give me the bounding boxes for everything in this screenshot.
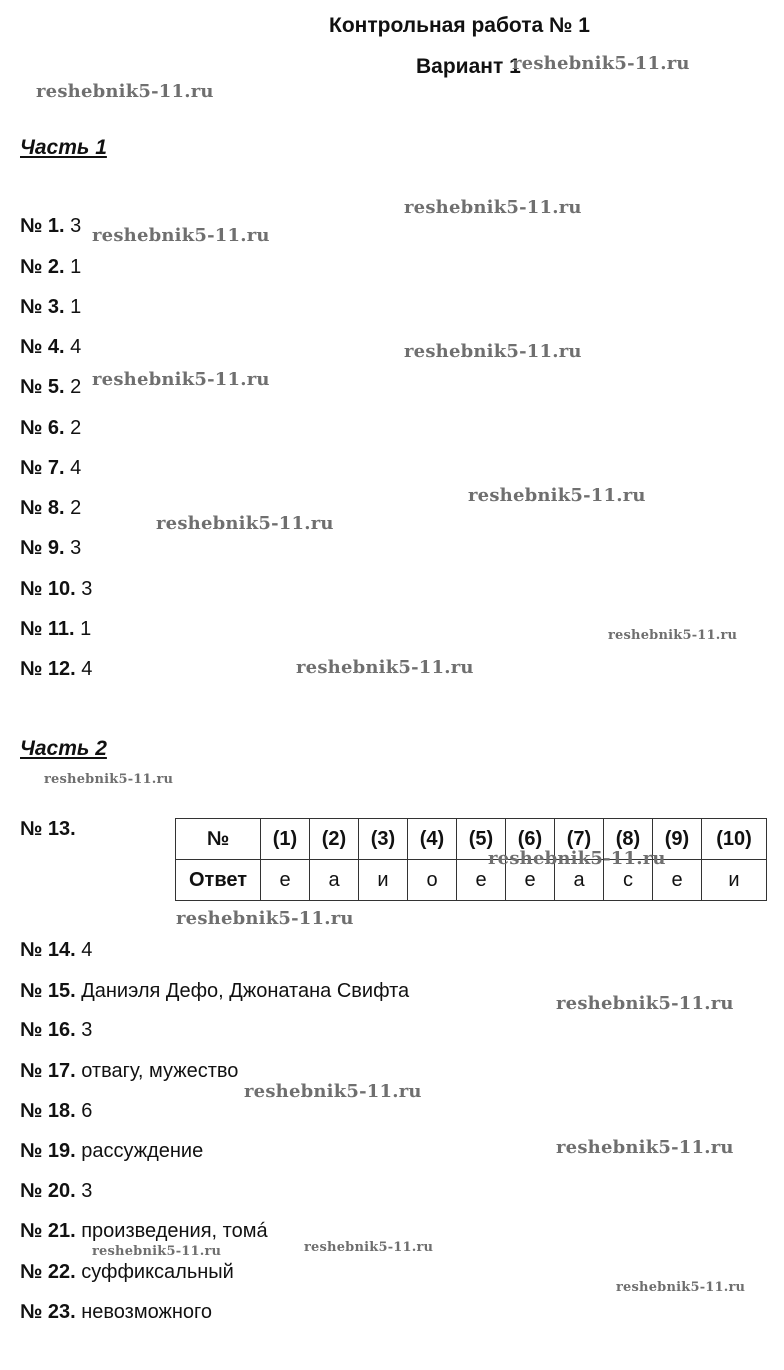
answer-row: № 16. 3: [20, 1019, 93, 1041]
table-header-cell: (8): [604, 819, 653, 860]
watermark: reshebnik5-11.ru: [44, 772, 174, 787]
table-header-cell: (3): [359, 819, 408, 860]
answer-row: № 9. 3: [20, 537, 82, 559]
table-cell: е: [653, 860, 702, 901]
watermark: reshebnik5-11.ru: [296, 657, 474, 678]
table-cell: е: [506, 860, 555, 901]
answer-row: № 22. суффиксальный: [20, 1261, 234, 1283]
watermark: reshebnik5-11.ru: [488, 848, 666, 869]
table-header-row: [176, 819, 767, 860]
answer-row: № 8. 2: [20, 497, 82, 519]
answer-row: № 11. 1: [20, 618, 92, 640]
table-cell: и: [702, 860, 767, 901]
table-header-cell: (1): [261, 819, 310, 860]
answer-row: № 21. произведения, томá: [20, 1220, 268, 1242]
answer-row: № 19. рассуждение: [20, 1140, 204, 1162]
table-cell: е: [457, 860, 506, 901]
table-header-cell: (5): [457, 819, 506, 860]
answer-row: № 14. 4: [20, 939, 93, 961]
answer-row: № 4. 4: [20, 336, 82, 358]
variant-title: Вариант 1: [416, 55, 521, 78]
answer-row: № 18. 6: [20, 1100, 93, 1122]
table-header-cell: (9): [653, 819, 702, 860]
watermark: reshebnik5-11.ru: [244, 1081, 422, 1102]
watermark: reshebnik5-11.ru: [556, 1137, 734, 1158]
watermark: reshebnik5-11.ru: [404, 341, 582, 362]
answer-row: № 10. 3: [20, 578, 93, 600]
watermark: reshebnik5-11.ru: [176, 908, 354, 929]
watermark: reshebnik5-11.ru: [156, 513, 334, 534]
table-cell: с: [604, 860, 653, 901]
part2-heading: Часть 2: [20, 737, 107, 760]
watermark: reshebnik5-11.ru: [608, 628, 738, 643]
answer-row: № 20. 3: [20, 1180, 93, 1202]
answer-row-13: № 13.: [20, 818, 76, 840]
table-cell: а: [555, 860, 604, 901]
answer-row: № 17. отвагу, мужество: [20, 1060, 239, 1082]
table-header-cell: (4): [408, 819, 457, 860]
table-cell: и: [359, 860, 408, 901]
watermark: reshebnik5-11.ru: [36, 81, 214, 102]
task13-table: [175, 818, 767, 901]
answer-row: № 7. 4: [20, 457, 82, 479]
table-header-cell: (7): [555, 819, 604, 860]
watermark: reshebnik5-11.ru: [616, 1280, 746, 1295]
table-answer-row: [176, 860, 767, 901]
watermark: reshebnik5-11.ru: [404, 197, 582, 218]
part1-heading: Часть 1: [20, 136, 107, 159]
watermark: reshebnik5-11.ru: [92, 1244, 222, 1259]
answer-row: № 23. невозможного: [20, 1301, 213, 1323]
watermark: reshebnik5-11.ru: [512, 53, 690, 74]
table-header-label: №: [176, 819, 261, 860]
table-answer-label: Ответ: [176, 860, 261, 901]
answer-row: № 15. Даниэля Дефо, Джонатана Свифта: [20, 980, 410, 1002]
watermark: reshebnik5-11.ru: [468, 485, 646, 506]
answer-row: № 2. 1: [20, 256, 82, 278]
table-cell: а: [310, 860, 359, 901]
answer-row: № 1. 3: [20, 215, 82, 237]
table-cell: о: [408, 860, 457, 901]
table-header-cell: (10): [702, 819, 767, 860]
answer-row: № 5. 2: [20, 376, 82, 398]
answer-row: № 12. 4: [20, 658, 93, 680]
watermark: reshebnik5-11.ru: [92, 225, 270, 246]
watermark: reshebnik5-11.ru: [556, 993, 734, 1014]
watermark: reshebnik5-11.ru: [304, 1240, 434, 1255]
table-header-cell: (6): [506, 819, 555, 860]
page-title: Контрольная работа № 1: [329, 14, 590, 37]
table-cell: е: [261, 860, 310, 901]
table-header-cell: (2): [310, 819, 359, 860]
answer-row: № 6. 2: [20, 417, 82, 439]
watermark: reshebnik5-11.ru: [92, 369, 270, 390]
answer-row: № 3. 1: [20, 296, 82, 318]
